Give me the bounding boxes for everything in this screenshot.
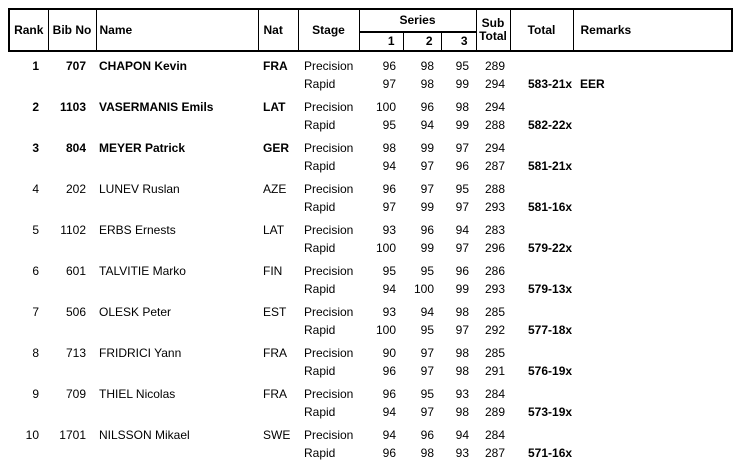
series-3-cell: 98 — [455, 364, 469, 378]
stage-label-precision: Precision — [304, 264, 354, 278]
series-3-cell: 96 — [455, 159, 469, 173]
total-cell: 579-13x — [528, 282, 573, 296]
col-header-series-3: 3 — [441, 32, 476, 51]
series-2-cell: 96 — [420, 223, 434, 237]
series-3-cell: 98 — [455, 305, 469, 319]
result-row-precision — [9, 339, 732, 362]
sub-total-cell: 294 — [484, 100, 505, 114]
series-1-cell: 93 — [382, 223, 396, 237]
series-1-cell: 95 — [382, 118, 396, 132]
total-cell: 577-18x — [528, 323, 573, 337]
total-cell-empty — [510, 51, 573, 75]
stage-label-precision: Precision — [304, 182, 354, 196]
remarks-cell — [573, 198, 732, 216]
name-cell: CHAPON Kevin — [99, 59, 188, 73]
col-header-name: Name — [96, 9, 258, 51]
bib-cell: 506 — [65, 305, 86, 319]
series-2-cell: 99 — [420, 241, 434, 255]
series-2-cell: 95 — [420, 323, 434, 337]
remarks-cell-empty — [573, 421, 732, 444]
nat-cell: SWE — [263, 428, 291, 442]
result-row-precision — [9, 93, 732, 116]
series-2-cell: 95 — [420, 387, 434, 401]
series-1-cell: 94 — [382, 282, 396, 296]
rank-cell: 2 — [32, 100, 39, 114]
stage-label-precision: Precision — [304, 223, 354, 237]
stage-label-rapid: Rapid — [304, 282, 336, 296]
stage-label-rapid: Rapid — [304, 77, 336, 91]
stage-label-rapid: Rapid — [304, 241, 336, 255]
total-cell-empty — [510, 175, 573, 198]
sub-total-cell: 284 — [484, 428, 505, 442]
stage-label-precision: Precision — [304, 141, 354, 155]
name-cell: MEYER Patrick — [99, 141, 186, 155]
total-cell-empty — [510, 339, 573, 362]
series-1-cell: 94 — [382, 428, 396, 442]
sub-total-cell: 284 — [484, 387, 505, 401]
series-3-cell: 94 — [455, 428, 469, 442]
name-cell: THIEL Nicolas — [99, 387, 176, 401]
name-cell: LUNEV Ruslan — [99, 182, 180, 196]
col-header-series: Series — [359, 9, 476, 32]
rank-cell: 9 — [32, 387, 39, 401]
stage-label-precision: Precision — [304, 59, 354, 73]
stage-label-precision: Precision — [304, 387, 354, 401]
remarks-cell — [573, 362, 732, 380]
sub-total-cell: 293 — [484, 282, 505, 296]
remarks-cell — [573, 321, 732, 339]
rank-cell: 5 — [32, 223, 39, 237]
remarks-cell-empty — [573, 175, 732, 198]
header-row-main — [9, 9, 732, 32]
total-cell: 576-19x — [528, 364, 573, 378]
series-1-cell: 90 — [382, 346, 396, 360]
series-3-cell: 98 — [455, 346, 469, 360]
nat-cell: FIN — [263, 264, 283, 278]
stage-label-rapid: Rapid — [304, 118, 336, 132]
series-3-cell: 95 — [455, 182, 469, 196]
series-3-cell: 98 — [455, 100, 469, 114]
bib-cell: 601 — [65, 264, 86, 278]
sub-total-cell: 294 — [484, 77, 505, 91]
series-3-cell: 93 — [455, 387, 469, 401]
results-body — [9, 51, 732, 462]
stage-label-rapid: Rapid — [304, 446, 336, 460]
series-3-cell: 99 — [455, 77, 469, 91]
sub-total-cell: 285 — [484, 346, 505, 360]
sub-total-cell: 283 — [484, 223, 505, 237]
bib-cell: 713 — [65, 346, 86, 360]
nat-cell: AZE — [263, 182, 287, 196]
subtotal-line-2: Total — [479, 29, 507, 43]
result-row-precision — [9, 216, 732, 239]
remarks-cell — [573, 157, 732, 175]
col-header-series-1: 1 — [359, 32, 403, 51]
series-1-cell: 100 — [375, 323, 396, 337]
series-3-cell: 96 — [455, 264, 469, 278]
col-header-stage: Stage — [298, 9, 359, 51]
series-2-cell: 96 — [420, 100, 434, 114]
series-3-cell: 98 — [455, 405, 469, 419]
name-cell: VASERMANIS Emils — [99, 100, 214, 114]
series-2-cell: 96 — [420, 428, 434, 442]
stage-label-rapid: Rapid — [304, 159, 336, 173]
rank-cell: 1 — [32, 59, 39, 73]
bib-cell: 202 — [65, 182, 86, 196]
bib-cell: 709 — [65, 387, 86, 401]
series-3-cell: 94 — [455, 223, 469, 237]
sub-total-cell: 288 — [484, 182, 505, 196]
total-cell: 581-16x — [528, 200, 573, 214]
series-2-cell: 99 — [420, 141, 434, 155]
col-header-series-2: 2 — [403, 32, 441, 51]
stage-label-rapid: Rapid — [304, 364, 336, 378]
series-2-cell: 100 — [413, 282, 434, 296]
remarks-cell-empty — [573, 51, 732, 75]
sub-total-cell: 289 — [484, 405, 505, 419]
name-cell: NILSSON Mikael — [99, 428, 190, 442]
series-2-cell: 98 — [420, 446, 434, 460]
series-1-cell: 96 — [382, 182, 396, 196]
series-2-cell: 98 — [420, 77, 434, 91]
total-cell: 582-22x — [528, 118, 573, 132]
nat-cell: FRA — [263, 387, 287, 401]
col-header-bib: Bib No — [48, 9, 96, 51]
stage-label-precision: Precision — [304, 346, 354, 360]
stage-label-precision: Precision — [304, 100, 354, 114]
result-row-precision — [9, 134, 732, 157]
total-cell-empty — [510, 93, 573, 116]
series-1-cell: 96 — [382, 446, 396, 460]
series-3-cell: 99 — [455, 282, 469, 296]
table-header — [9, 9, 732, 51]
sub-total-cell: 288 — [484, 118, 505, 132]
result-row-precision — [9, 175, 732, 198]
series-3-cell: 97 — [455, 241, 469, 255]
series-1-cell: 96 — [382, 59, 396, 73]
series-2-cell: 95 — [420, 264, 434, 278]
stage-label-precision: Precision — [304, 305, 354, 319]
sub-total-cell: 287 — [484, 159, 505, 173]
series-2-cell: 97 — [420, 364, 434, 378]
rank-cell: 10 — [25, 428, 39, 442]
sub-total-cell: 287 — [484, 446, 505, 460]
remarks-cell — [573, 116, 732, 134]
total-cell: 579-22x — [528, 241, 573, 255]
total-cell-empty — [510, 134, 573, 157]
series-1-cell: 96 — [382, 387, 396, 401]
series-3-cell: 95 — [455, 59, 469, 73]
total-cell: 581-21x — [528, 159, 573, 173]
remarks-cell — [573, 280, 732, 298]
sub-total-cell: 289 — [484, 59, 505, 73]
sub-total-cell: 296 — [484, 241, 505, 255]
rank-cell: 8 — [32, 346, 39, 360]
series-3-cell: 97 — [455, 141, 469, 155]
remarks-cell-empty — [573, 134, 732, 157]
name-cell: FRIDRICI Yann — [99, 346, 182, 360]
result-row-precision — [9, 298, 732, 321]
name-cell: ERBS Ernests — [99, 223, 176, 237]
series-2-cell: 94 — [420, 118, 434, 132]
series-2-cell: 97 — [420, 159, 434, 173]
rank-cell: 3 — [32, 141, 39, 155]
remarks-cell-empty — [573, 93, 732, 116]
remarks-cell-empty — [573, 298, 732, 321]
series-1-cell: 97 — [382, 200, 396, 214]
series-2-cell: 97 — [420, 405, 434, 419]
bib-cell: 1103 — [59, 100, 86, 114]
rank-cell: 7 — [32, 305, 39, 319]
name-cell: OLESK Peter — [99, 305, 172, 319]
series-2-cell: 98 — [420, 59, 434, 73]
series-1-cell: 97 — [382, 77, 396, 91]
remarks-cell-empty — [573, 380, 732, 403]
nat-cell: FRA — [263, 346, 287, 360]
col-header-total: Total — [510, 9, 573, 51]
series-3-cell: 99 — [455, 118, 469, 132]
sub-total-cell: 291 — [484, 364, 505, 378]
remarks-cell — [573, 239, 732, 257]
stage-label-rapid: Rapid — [304, 405, 336, 419]
series-1-cell: 100 — [375, 241, 396, 255]
total-cell: 571-16x — [528, 446, 573, 460]
series-2-cell: 99 — [420, 200, 434, 214]
name-cell: TALVITIE Marko — [99, 264, 186, 278]
remarks-cell: EER — [580, 77, 605, 91]
bib-cell: 1701 — [59, 428, 86, 442]
col-header-subtotal — [476, 9, 510, 51]
rank-cell: 6 — [32, 264, 39, 278]
sub-total-cell: 293 — [484, 200, 505, 214]
remarks-cell — [573, 444, 732, 462]
sub-total-cell: 286 — [484, 264, 505, 278]
series-1-cell: 96 — [382, 364, 396, 378]
stage-label-rapid: Rapid — [304, 323, 336, 337]
result-row-precision — [9, 51, 732, 75]
rank-cell: 4 — [32, 182, 39, 196]
total-cell-empty — [510, 380, 573, 403]
remarks-cell-empty — [573, 216, 732, 239]
total-cell: 583-21x — [528, 77, 573, 91]
result-row-precision — [9, 257, 732, 280]
nat-cell: EST — [263, 305, 287, 319]
subtotal-line-1: Sub — [481, 16, 505, 30]
total-cell-empty — [510, 257, 573, 280]
nat-cell: GER — [263, 141, 290, 155]
result-row-precision — [9, 380, 732, 403]
col-header-remarks: Remarks — [573, 9, 732, 51]
remarks-cell-empty — [573, 339, 732, 362]
nat-cell: FRA — [263, 59, 288, 73]
sub-total-cell: 294 — [484, 141, 505, 155]
sub-total-cell: 285 — [484, 305, 505, 319]
total-cell: 573-19x — [528, 405, 573, 419]
series-3-cell: 97 — [455, 200, 469, 214]
series-1-cell: 95 — [382, 264, 396, 278]
result-row-precision — [9, 421, 732, 444]
series-1-cell: 94 — [382, 159, 396, 173]
bib-cell: 804 — [65, 141, 86, 155]
series-1-cell: 98 — [382, 141, 396, 155]
series-2-cell: 97 — [420, 346, 434, 360]
series-1-cell: 93 — [382, 305, 396, 319]
nat-cell: LAT — [263, 223, 285, 237]
total-cell-empty — [510, 216, 573, 239]
total-cell-empty — [510, 298, 573, 321]
series-3-cell: 93 — [455, 446, 469, 460]
remarks-cell-empty — [573, 257, 732, 280]
series-2-cell: 97 — [420, 182, 434, 196]
series-1-cell: 100 — [375, 100, 396, 114]
stage-label-rapid: Rapid — [304, 200, 336, 214]
results-table — [8, 8, 733, 462]
remarks-cell — [573, 403, 732, 421]
series-3-cell: 97 — [455, 323, 469, 337]
total-cell-empty — [510, 421, 573, 444]
bib-cell: 707 — [65, 59, 86, 73]
series-2-cell: 94 — [420, 305, 434, 319]
col-header-rank: Rank — [9, 9, 48, 51]
stage-label-precision: Precision — [304, 428, 354, 442]
series-1-cell: 94 — [382, 405, 396, 419]
sub-total-cell: 292 — [484, 323, 505, 337]
nat-cell: LAT — [263, 100, 286, 114]
bib-cell: 1102 — [60, 223, 86, 237]
col-header-nat: Nat — [258, 9, 298, 51]
